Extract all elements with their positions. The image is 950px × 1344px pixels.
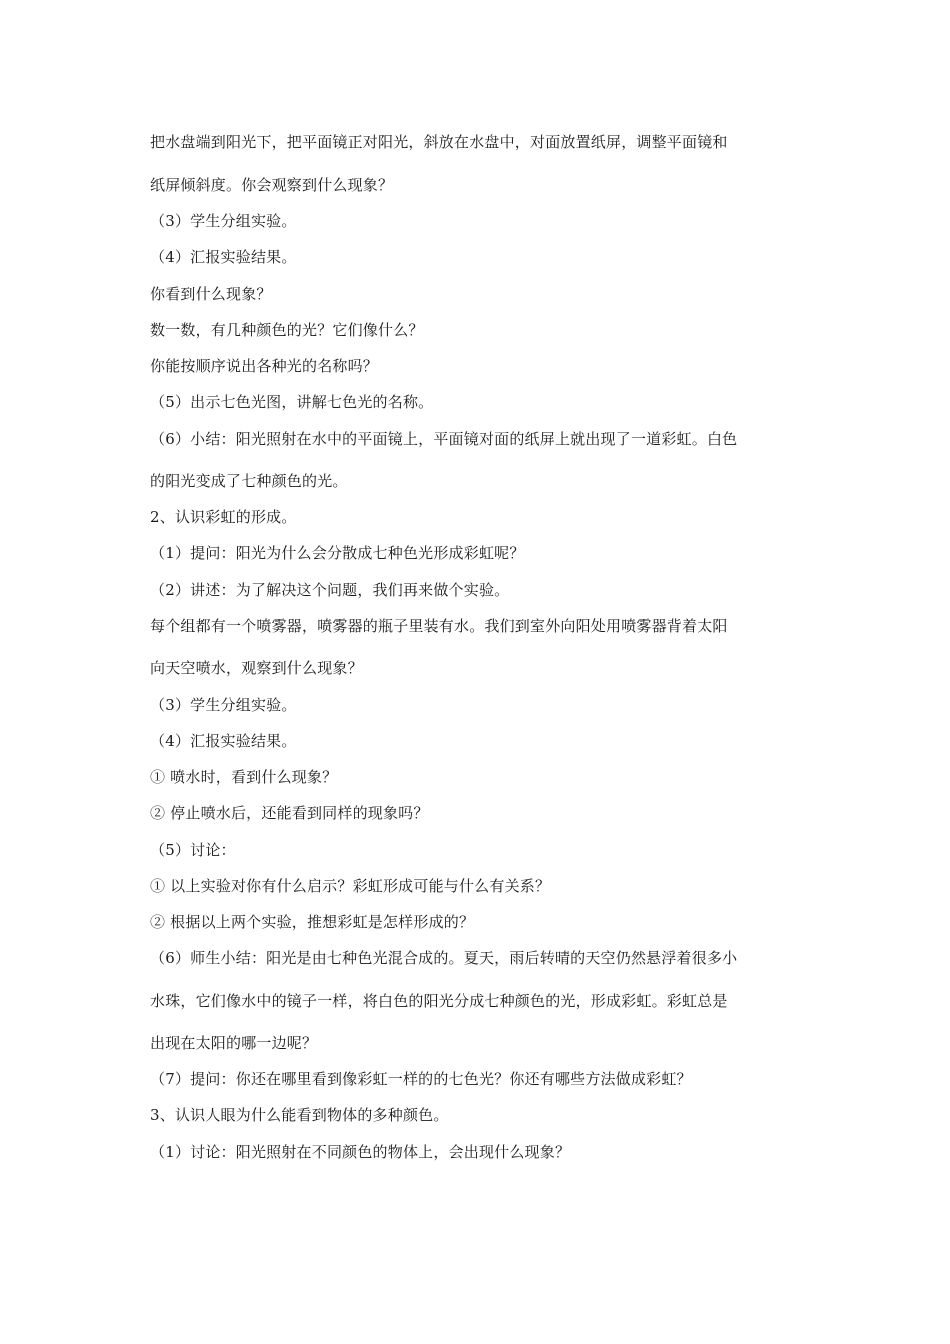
- text-line: 2、认识彩虹的形成。: [150, 508, 297, 526]
- text-line: （6）师生小结：阳光是由七种色光混合成的。夏天，雨后转晴的天空仍然悬浮着很多小: [150, 949, 738, 967]
- text-line: ② 停止喷水后，还能看到同样的现象吗？: [150, 804, 429, 822]
- text-line: （4）汇报实验结果。: [150, 248, 297, 266]
- text-line: 出现在太阳的哪一边呢？: [150, 1034, 318, 1052]
- text-line: （5）出示七色光图，讲解七色光的名称。: [150, 393, 434, 411]
- text-line: （6）小结：阳光照射在水中的平面镜上，平面镜对面的纸屏上就出现了一道彩虹。白色: [150, 430, 738, 448]
- text-line: 每个组都有一个喷雾器，喷雾器的瓶子里装有水。我们到室外向阳处用喷雾器背着太阳: [150, 617, 728, 635]
- text-line: ① 以上实验对你有什么启示？彩虹形成可能与什么有关系？: [150, 877, 551, 895]
- text-line: （4）汇报实验结果。: [150, 732, 297, 750]
- text-line: （1）讨论：阳光照射在不同颜色的物体上，会出现什么现象？: [150, 1143, 571, 1161]
- text-line: 3、认识人眼为什么能看到物体的多种颜色。: [150, 1106, 449, 1124]
- text-line: 向天空喷水，观察到什么现象？: [150, 659, 363, 677]
- text-line: 你能按顺序说出各种光的名称吗？: [150, 357, 379, 375]
- text-line: 纸屏倾斜度。你会观察到什么现象？: [150, 176, 394, 194]
- text-line: （5）讨论：: [150, 841, 236, 859]
- text-line: （7）提问：你还在哪里看到像彩虹一样的的七色光？你还有哪些方法做成彩虹？: [150, 1070, 692, 1088]
- text-line: ② 根据以上两个实验，推想彩虹是怎样形成的？: [150, 913, 475, 931]
- text-line: 的阳光变成了七种颜色的光。: [150, 472, 348, 490]
- text-line: （2）讲述：为了解决这个问题，我们再来做个实验。: [150, 581, 510, 599]
- text-line: ① 喷水时，看到什么现象？: [150, 768, 338, 786]
- text-line: 把水盘端到阳光下，把平面镜正对阳光，斜放在水盘中，对面放置纸屏，调整平面镜和: [150, 133, 728, 151]
- text-line: （3）学生分组实验。: [150, 696, 297, 714]
- text-line: 你看到什么现象？: [150, 285, 272, 303]
- text-line: （3）学生分组实验。: [150, 212, 297, 230]
- text-line: 数一数，有几种颜色的光？它们像什么？: [150, 321, 424, 339]
- text-line: 水珠，它们像水中的镜子一样，将白色的阳光分成七种颜色的光，形成彩虹。彩虹总是: [150, 992, 728, 1010]
- text-line: （1）提问：阳光为什么会分散成七种色光形成彩虹呢？: [150, 544, 525, 562]
